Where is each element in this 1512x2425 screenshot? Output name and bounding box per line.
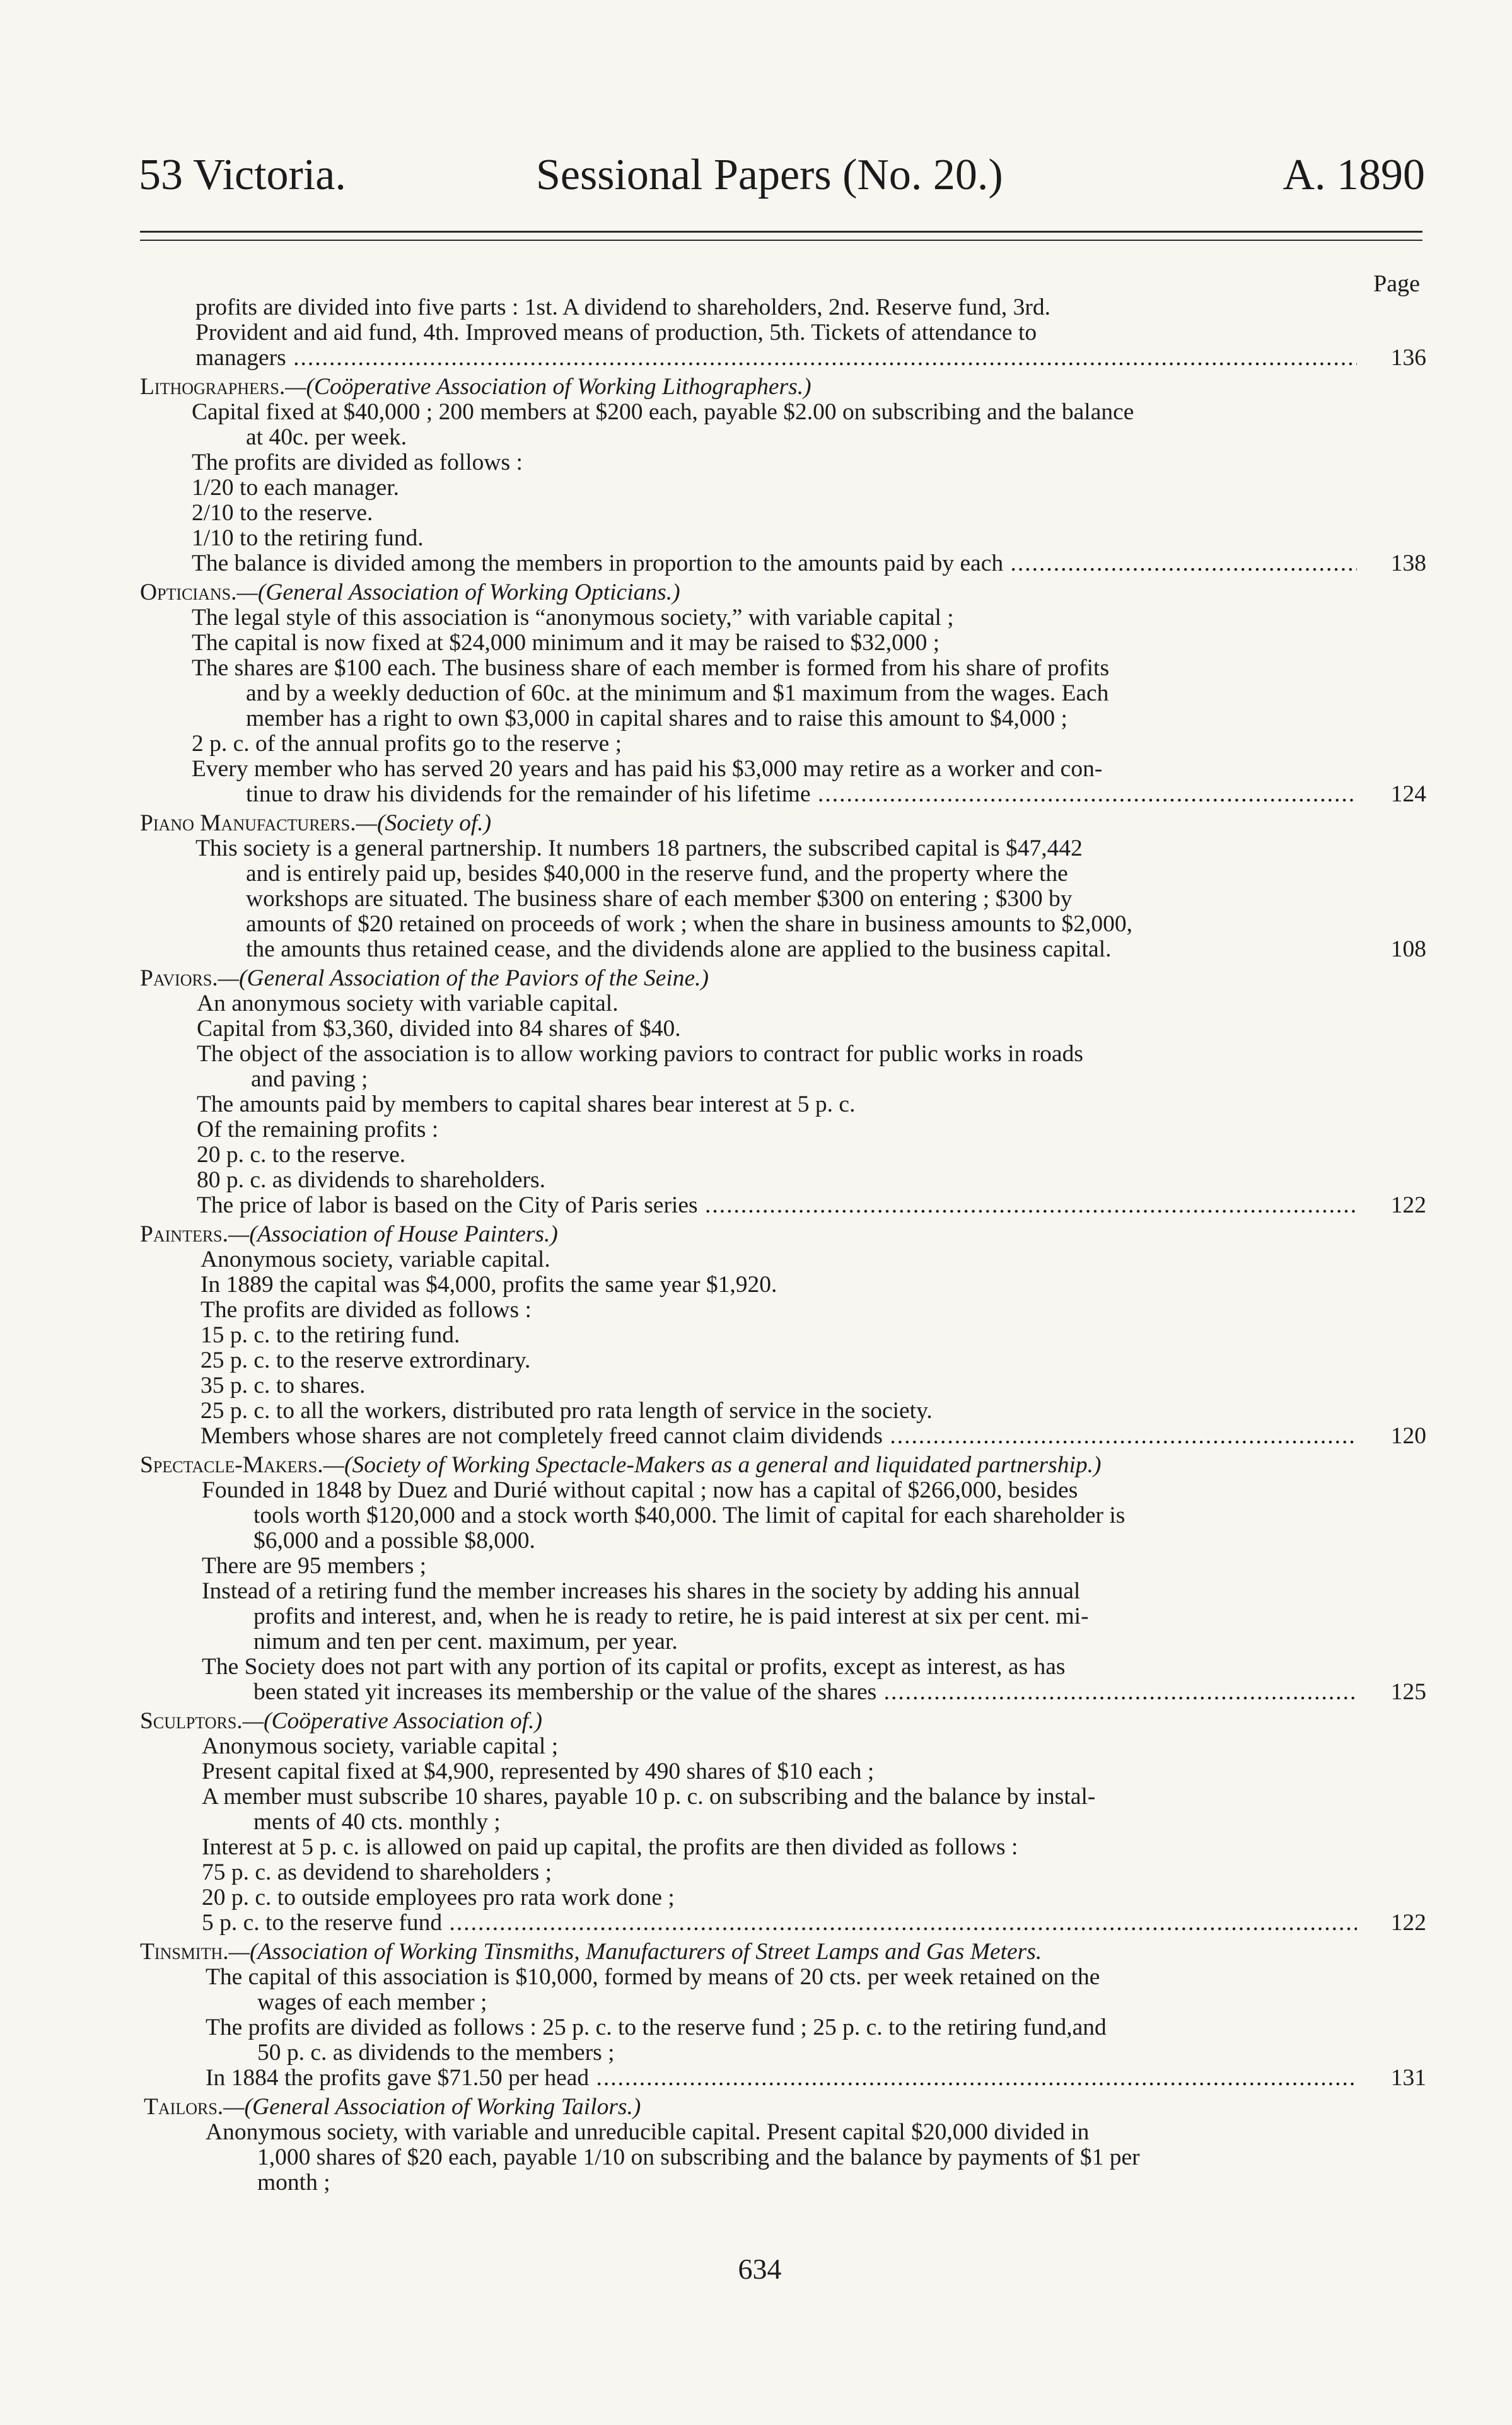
section-heading (140, 811, 1426, 836)
section-heading (140, 1453, 1426, 1478)
text-line (140, 631, 1426, 656)
page-reference: 124 (1390, 781, 1426, 807)
line-text: 25 p. c. to the reserve extrordinary. (201, 1348, 531, 1373)
trade-name: Opticians. (140, 580, 237, 605)
line-text: A member must subscribe 10 shares, payable 10 p. c. on subscribing and the balance by instal- (202, 1784, 1096, 1810)
trade-name: Paviors. (140, 966, 218, 991)
text-line (140, 2170, 1426, 2195)
text-line (140, 1503, 1426, 1528)
line-text: 20 p. c. to the reserve. (197, 1143, 406, 1168)
text-line (140, 937, 1426, 962)
text-line (140, 1348, 1426, 1373)
line-text: amounts of $20 retained on proceeds of work ; when the share in business amounts to $2,000, (246, 912, 1132, 937)
line-text: Present capital fixed at $4,900, represented by 490 shares of $10 each ; (202, 1759, 875, 1784)
line-text: 75 p. c. as devidend to shareholders ; (202, 1860, 552, 1885)
line-text: In 1884 the profits gave $71.50 per head ..... (206, 2066, 1357, 2091)
line-text: Founded in 1848 by Duez and Durié without capital ; now has a capital of $266,000, besides (202, 1478, 1078, 1503)
page-reference: 138 (1390, 550, 1426, 576)
section-heading (140, 580, 1426, 605)
text-line (140, 1810, 1426, 1835)
section-heading (140, 375, 1426, 400)
header-session: 53 Victoria. (139, 151, 346, 199)
text-line (140, 2040, 1426, 2066)
line-text: An anonymous society with variable capital. (197, 991, 619, 1016)
trade-name: Lithographers. (140, 375, 286, 400)
section-heading (140, 1939, 1426, 1965)
section-heading (140, 966, 1426, 991)
header-rule-thick (140, 231, 1422, 233)
line-text: been stated yit increases its membership or the value of the shares ..... (253, 1680, 1357, 1705)
line-text: Members whose shares are not completely freed cannot claim dividends ..... (201, 1424, 1357, 1449)
page-reference: 122 (1390, 1910, 1426, 1936)
page-reference: 131 (1390, 2065, 1426, 2091)
text-line (140, 861, 1426, 887)
text-line (140, 991, 1426, 1016)
text-line (140, 425, 1426, 450)
text-line (140, 1680, 1426, 1705)
line-text: 80 p. c. as dividends to shareholders. (197, 1168, 546, 1193)
association-name: —(Society of.) (356, 811, 492, 836)
text-line (140, 1528, 1426, 1554)
text-line (140, 681, 1426, 706)
line-text: ments of 40 cts. monthly ; (253, 1810, 501, 1835)
text-line (140, 450, 1426, 475)
line-text: 1/10 to the retiring fund. (192, 526, 424, 551)
header-year: A. 1890 (1282, 151, 1425, 199)
text-line (140, 1042, 1426, 1067)
text-line (140, 551, 1426, 576)
page-reference: 125 (1390, 1679, 1426, 1705)
line-text: This society is a general partnership. It numbers 18 partners, the subscribed capital is $47,442 (195, 836, 1083, 861)
text-line (140, 1734, 1426, 1759)
line-text: month ; (257, 2170, 330, 2195)
text-line (140, 295, 1426, 320)
line-text: 15 p. c. to the retiring fund. (201, 1323, 460, 1348)
association-name: —(Society of Working Spectacle-Makers as a general and liquidated partnership.) (323, 1453, 1102, 1478)
line-text: managers ..... (195, 346, 1357, 371)
page-column-label: Page (1373, 270, 1420, 297)
heading-text (140, 1709, 1426, 1734)
text-line (140, 2066, 1426, 2091)
line-text: 35 p. c. to shares. (201, 1373, 366, 1399)
section-heading (140, 1709, 1426, 1734)
line-text: tinue to draw his dividends for the remainder of his lifetime ..... (246, 782, 1357, 807)
line-text: Anonymous society, variable capital. (201, 1247, 550, 1272)
line-text: In 1889 the capital was $4,000, profits the same year $1,920. (201, 1272, 777, 1298)
text-line (140, 1143, 1426, 1168)
association-name: —(Association of House Painters.) (228, 1222, 558, 1247)
text-line (140, 1373, 1426, 1399)
text-line (140, 1604, 1426, 1629)
text-line (140, 1579, 1426, 1604)
line-text: There are 95 members ; (202, 1554, 427, 1579)
heading-text (140, 1222, 1426, 1247)
page-reference: 120 (1390, 1423, 1426, 1449)
trade-name: Spectacle-Makers. (140, 1453, 323, 1478)
heading-text (140, 580, 1426, 605)
text-line (140, 346, 1426, 371)
line-text: 50 p. c. as dividends to the members ; (257, 2040, 615, 2066)
line-text: wages of each member ; (257, 1990, 487, 2015)
text-line (140, 2015, 1426, 2040)
page-number: 634 (738, 2253, 782, 2285)
line-text: and paving ; (251, 1067, 368, 1092)
section-heading (140, 2095, 1426, 2120)
text-line (140, 1193, 1426, 1218)
trade-name: Painters. (140, 1222, 229, 1247)
text-line (140, 1629, 1426, 1654)
text-line (140, 400, 1426, 425)
line-text: nimum and ten per cent. maximum, per year. (253, 1629, 678, 1654)
text-line (140, 501, 1426, 526)
line-text: 25 p. c. to all the workers, distributed pro rata length of service in the society. (201, 1399, 933, 1424)
association-name: —(General Association of Working Tailors.) (223, 2095, 641, 2120)
line-text: the amounts thus retained cease, and the dividends alone are applied to the business capital. (246, 937, 1112, 962)
text-line (140, 475, 1426, 501)
page-reference: 122 (1390, 1192, 1426, 1218)
line-text: Instead of a retiring fund the member increases his shares in the society by adding his annual (202, 1579, 1081, 1604)
association-name: —(General Association of Working Opticians.) (236, 580, 680, 605)
page-reference: 108 (1390, 936, 1426, 962)
text-line (140, 1424, 1426, 1449)
line-text: $6,000 and a possible $8,000. (253, 1528, 535, 1554)
line-text: The object of the association is to allow working paviors to contract for public works in roads (197, 1042, 1083, 1067)
text-line (140, 320, 1426, 346)
line-text: 2/10 to the reserve. (192, 501, 373, 526)
line-text: Provident and aid fund, 4th. Improved means of production, 5th. Tickets of attendance to (195, 320, 1037, 346)
text-line (140, 757, 1426, 782)
text-line (140, 887, 1426, 912)
association-name: —(General Association of the Paviors of the Seine.) (218, 966, 709, 991)
text-line (140, 1554, 1426, 1579)
text-line (140, 912, 1426, 937)
text-line (140, 1835, 1426, 1860)
text-line (140, 1067, 1426, 1092)
text-line (140, 1016, 1426, 1042)
text-line (140, 782, 1426, 807)
line-text: The shares are $100 each. The business share of each member is formed from his share of profits (192, 656, 1110, 681)
line-text: Anonymous society, with variable and unreducible capital. Present capital $20,000 divided in (206, 2120, 1090, 2145)
line-text: at 40c. per week. (246, 425, 407, 450)
line-text: The capital of this association is $10,000, formed by means of 20 cts. per week retained on the (206, 1965, 1100, 1990)
line-text: and by a weekly deduction of 60c. at the minimum and $1 maximum from the wages. Each (246, 681, 1109, 706)
text-line (140, 731, 1426, 757)
text-line (140, 836, 1426, 861)
association-name: —(Coöperative Association of.) (242, 1709, 542, 1734)
section-heading (140, 1222, 1426, 1247)
heading-text (140, 966, 1426, 991)
line-text: profits and interest, and, when he is ready to retire, he is paid interest at six per cent. mi- (253, 1604, 1089, 1629)
line-text: 2 p. c. of the annual profits go to the reserve ; (192, 731, 622, 757)
text-line (140, 1990, 1426, 2015)
trade-name: Tinsmith. (140, 1939, 229, 1965)
text-line (140, 1298, 1426, 1323)
text-line (140, 1759, 1426, 1784)
header-title: Sessional Papers (No. 20.) (536, 151, 1003, 199)
text-line (140, 1860, 1426, 1885)
text-line (140, 1654, 1426, 1680)
text-line (140, 1885, 1426, 1910)
trade-name: Sculptors. (140, 1709, 243, 1734)
line-text: tools worth $120,000 and a stock worth $40,000. The limit of capital for each shareholder is (253, 1503, 1125, 1528)
line-text: Of the remaining profits : (197, 1117, 439, 1143)
text-line (140, 1965, 1426, 1990)
page-reference: 136 (1390, 345, 1426, 371)
line-text: Capital fixed at $40,000 ; 200 members at $200 each, payable $2.00 on subscribing and the balance (192, 400, 1134, 425)
text-line (140, 1784, 1426, 1810)
trade-name: Piano Manufacturers. (140, 811, 356, 836)
text-line (140, 1478, 1426, 1503)
association-name: —(Association of Working Tinsmiths, Manufacturers of Street Lamps and Gas Meters. (228, 1939, 1042, 1965)
line-text: The profits are divided as follows : (192, 450, 523, 475)
line-text: The capital is now fixed at $24,000 minimum and it may be raised to $32,000 ; (192, 631, 940, 656)
line-text: The profits are divided as follows : 25 p. c. to the reserve fund ; 25 p. c. to the retiring fund,and (206, 2015, 1107, 2040)
text-line (140, 2145, 1426, 2170)
line-text: The price of labor is based on the City of Paris series ..... (197, 1193, 1357, 1218)
line-text: The legal style of this association is “anonymous society,” with variable capital ; (192, 605, 954, 631)
text-line (140, 1117, 1426, 1143)
line-text: 1,000 shares of $20 each, payable 1/10 on subscribing and the balance by payments of $1 per (257, 2145, 1140, 2170)
trade-name: Tailors. (144, 2095, 224, 2120)
header-rule-thin (140, 240, 1422, 241)
heading-text (144, 2095, 1426, 2120)
line-text: Interest at 5 p. c. is allowed on paid up capital, the profits are then divided as follows : (202, 1835, 1018, 1860)
text-line (140, 1910, 1426, 1936)
text-line (140, 1247, 1426, 1272)
line-text: 5 p. c. to the reserve fund ..... (202, 1910, 1357, 1936)
line-text: 20 p. c. to outside employees pro rata work done ; (202, 1885, 675, 1910)
text-line (140, 706, 1426, 731)
heading-text (140, 1939, 1426, 1965)
line-text: The balance is divided among the members in proportion to the amounts paid by each ..... (192, 551, 1357, 576)
text-line (140, 1323, 1426, 1348)
line-text: Anonymous society, variable capital ; (202, 1734, 559, 1759)
text-line (140, 1168, 1426, 1193)
text-line (140, 1092, 1426, 1117)
line-text: profits are divided into five parts : 1st. A dividend to shareholders, 2nd. Reserve fund, 3rd. (195, 295, 1050, 320)
line-text: The profits are divided as follows : (201, 1298, 532, 1323)
text-line (140, 526, 1426, 551)
line-text: 1/20 to each manager. (192, 475, 400, 501)
text-line (140, 1272, 1426, 1298)
line-text: and is entirely paid up, besides $40,000 in the reserve fund, and the property where the (246, 861, 1068, 887)
heading-text (140, 375, 1426, 400)
running-header (139, 150, 1425, 201)
line-text: The amounts paid by members to capital shares bear interest at 5 p. c. (197, 1092, 856, 1117)
text-line (140, 605, 1426, 631)
heading-text (140, 811, 1426, 836)
line-text: member has a right to own $3,000 in capital shares and to raise this amount to $4,000 ; (246, 706, 1067, 731)
text-line (140, 656, 1426, 681)
heading-text (140, 1453, 1426, 1478)
line-text: The Society does not part with any portion of its capital or profits, except as interest, as has (202, 1654, 1066, 1680)
text-line (140, 1399, 1426, 1424)
document-body (140, 295, 1426, 2195)
text-line (140, 2120, 1426, 2145)
line-text: Every member who has served 20 years and has paid his $3,000 may retire as a worker and con- (192, 757, 1103, 782)
line-text: workshops are situated. The business share of each member $300 on entering ; $300 by (246, 887, 1073, 912)
line-text: Capital from $3,360, divided into 84 shares of $40. (197, 1016, 681, 1042)
association-name: —(Coöperative Association of Working Lithographers.) (285, 375, 811, 400)
